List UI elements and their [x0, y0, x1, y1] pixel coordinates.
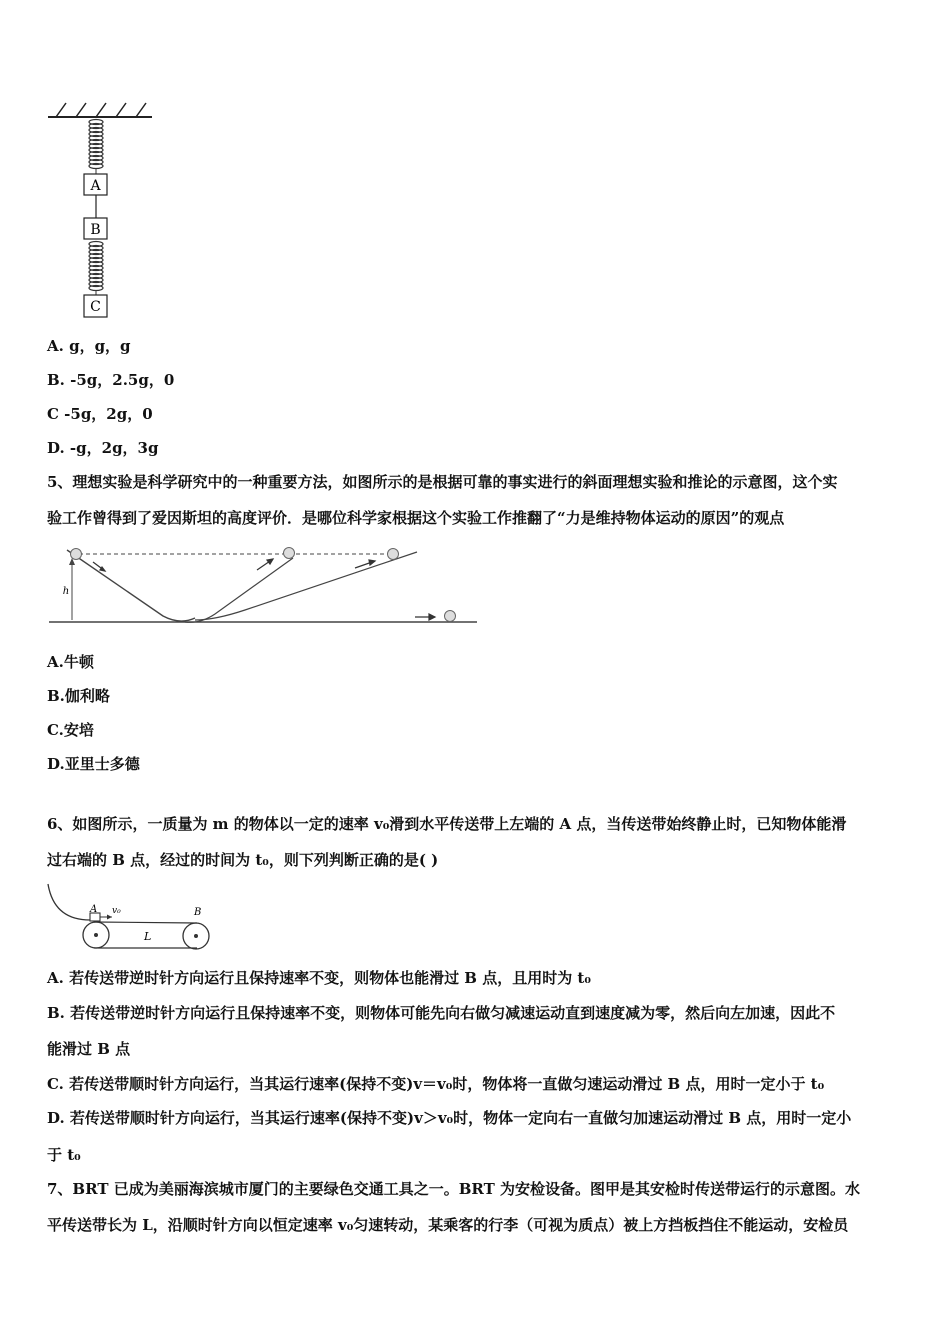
- block-b-label: B: [90, 222, 101, 238]
- q4-option-b: B. -5g，2.5g，0: [47, 371, 175, 389]
- conveyor-belt-figure: [44, 880, 219, 955]
- q4-option-c: C -5g，2g，0: [47, 405, 153, 423]
- q5-stem-line1: 5、理想实验是科学研究中的一种重要方法，如图所示的是根据可靠的事实进行的斜面理想实验和推论的示意图，这个实: [47, 473, 838, 491]
- q7-stem-line1: 7、BRT 已成为美丽海滨城市厦门的主要绿色交通工具之一。BRT 为安检设备。图甲是其安检时传送带运行的示意图。水: [47, 1180, 860, 1198]
- ball-start: [71, 549, 82, 560]
- lower-spring: [89, 242, 103, 291]
- q5-option-d: D.亚里士多德: [47, 755, 140, 773]
- q6-option-a: A. 若传送带逆时针方向运行且保持速率不变，则物体也能滑过 B 点，且用时为 t₀: [47, 969, 591, 987]
- q7-stem-line2: 平传送带长为 L，沿顺时针方向以恒定速率 v₀匀速转动，某乘客的行李（可视为质点）被上方挡板挡住不能运动，安检员: [47, 1216, 849, 1234]
- ball-shallow: [388, 549, 399, 560]
- q5-stem-line2: 验工作曾得到了爱因斯坦的高度评价．是哪位科学家根据这个实验工作推翻了“力是维持物体运动的原因”的观点: [47, 509, 785, 527]
- ball-ground: [445, 611, 456, 622]
- q6-option-c: C. 若传送带顺时针方向运行，当其运行速率(保持不变)v＝v₀时，物体将一直做匀速运动滑过 B 点，用时一定小于 t₀: [47, 1075, 825, 1093]
- q6-option-b-line2: 能滑过 B 点: [47, 1040, 131, 1058]
- point-b-label: B: [194, 907, 202, 918]
- height-label: h: [62, 586, 70, 597]
- upper-spring: [89, 120, 103, 169]
- inclined-plane-figure: [45, 540, 480, 630]
- block-c-label: C: [90, 299, 101, 315]
- block-a-label: A: [90, 178, 101, 194]
- ball-steep: [284, 548, 295, 559]
- q6-option-d-line2: 于 t₀: [47, 1146, 81, 1164]
- point-a-label: A: [90, 904, 98, 915]
- v0-label: v₀: [112, 906, 121, 916]
- q6-stem-line2: 过右端的 B 点，经过的时间为 t₀，则下列判断正确的是( ): [47, 851, 439, 869]
- q5-option-c: C.安培: [47, 721, 94, 739]
- spring-block-figure: [40, 95, 160, 325]
- length-label: L: [144, 930, 152, 943]
- q6-option-d-line1: D. 若传送带顺时针方向运行，当其运行速率(保持不变)v＞v₀时，物体一定向右一直做匀加速运动滑过 B 点，用时一定小: [47, 1109, 852, 1127]
- q5-option-a: A.牛顿: [47, 653, 94, 671]
- q4-option-d: D. -g，2g，3g: [47, 439, 159, 457]
- q6-option-b-line1: B. 若传送带逆时针方向运行且保持速率不变，则物体可能先向右做匀减速运动直到速度减为零，然后向左加速，因此不: [47, 1004, 836, 1022]
- q4-option-a: A. g，g，g: [47, 337, 131, 355]
- q6-stem-line1: 6、如图所示，一质量为 m 的物体以一定的速率 v₀滑到水平传送带上左端的 A 点，当传送带始终静止时，已知物体能滑: [47, 815, 847, 833]
- q5-option-b: B.伽利略: [47, 687, 110, 705]
